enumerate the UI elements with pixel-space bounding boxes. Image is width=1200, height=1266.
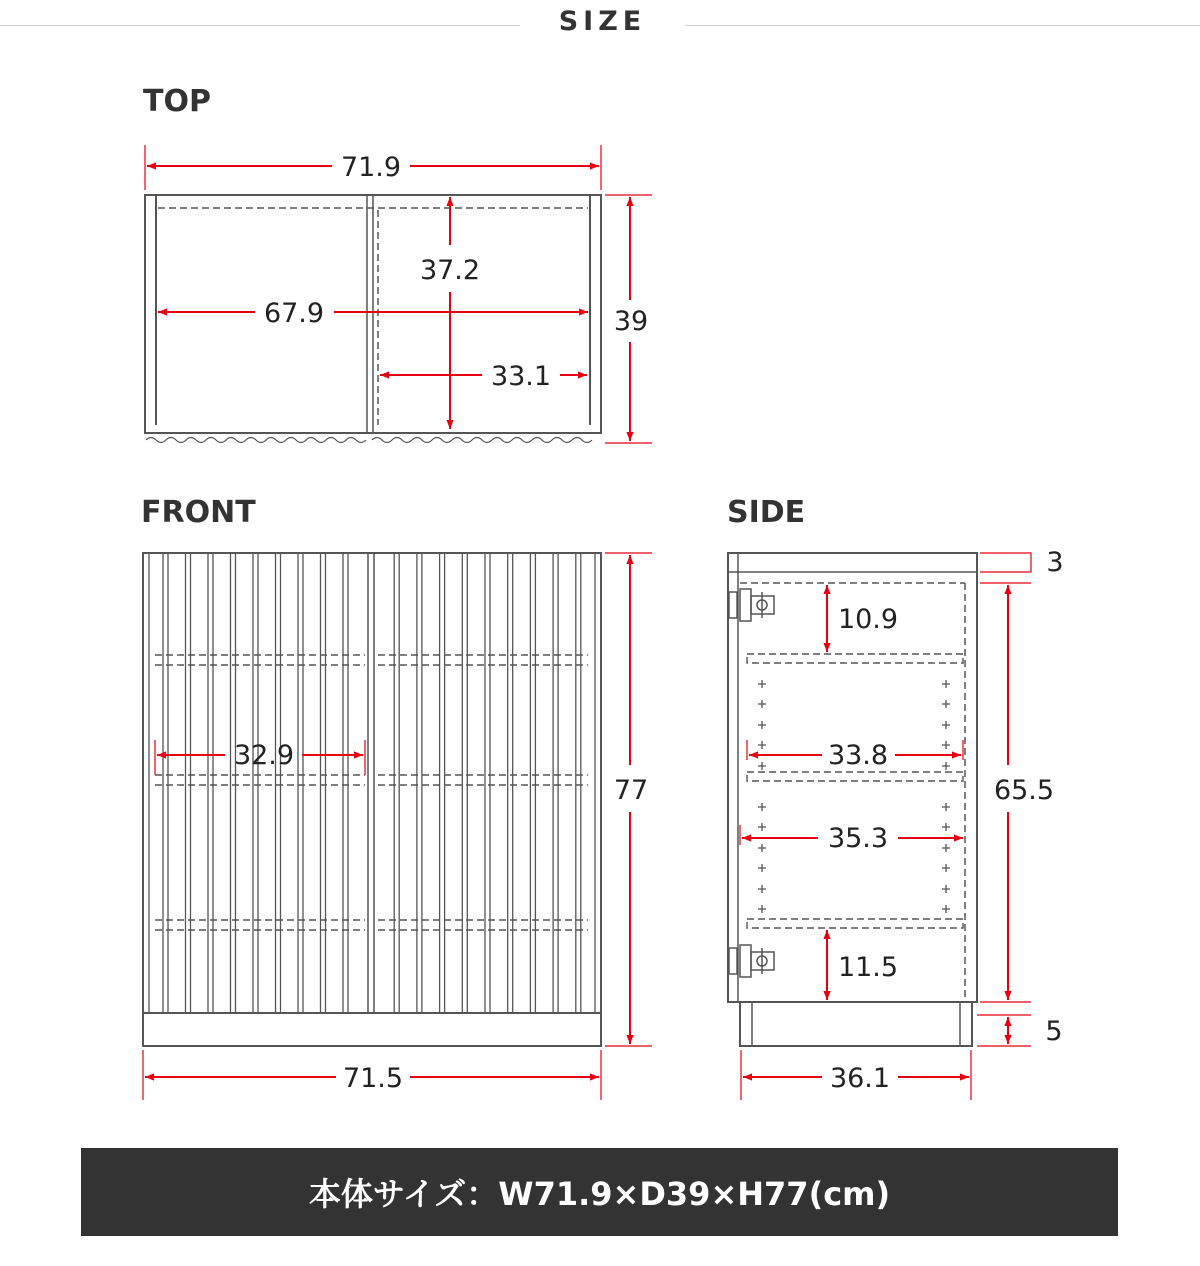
footer-bar: [81, 1148, 1118, 1236]
shelf-pin-hole: [942, 864, 950, 872]
shelf-pin-hole: [758, 762, 766, 770]
side-view-title: SIDE: [727, 495, 806, 530]
shelf-pin-hole: [758, 803, 766, 811]
side-base: [740, 1002, 972, 1046]
shelf-pin-hole: [758, 741, 766, 749]
overall-size-text: 本体サイズ：W71.9×D39×H77(cm): [308, 1175, 891, 1213]
side-shelf-depth-label: 33.8: [827, 740, 889, 771]
front-slats: [149, 553, 595, 1013]
top-extension-lines: [145, 145, 652, 443]
shelf-pin-hole: [758, 700, 766, 708]
front-height-label: 77: [613, 775, 649, 806]
shelf-pin-hole: [758, 680, 766, 688]
hinge-top: [729, 589, 774, 621]
shelf-pin-hole: [942, 905, 950, 913]
front-outline: [143, 553, 601, 1013]
top-width-label: 71.9: [340, 152, 402, 183]
front-view: [143, 553, 601, 1046]
shelf-pin-hole: [942, 844, 950, 852]
side-bottom-gap-label: 11.5: [837, 952, 899, 983]
shelf-pin-hole: [758, 864, 766, 872]
side-top-gap-label: 10.9: [837, 604, 899, 635]
side-depth-label: 36.1: [829, 1063, 891, 1094]
front-base: [143, 1013, 601, 1046]
shelf-pin-hole: [942, 762, 950, 770]
side-inner-height-label: 65.5: [993, 775, 1055, 806]
shelf-pin-hole: [758, 844, 766, 852]
shelf-pin-hole: [758, 905, 766, 913]
top-depth-label: 39: [613, 306, 649, 337]
front-hidden-shelves: [155, 655, 588, 930]
page-title: SIZE: [558, 6, 647, 37]
front-dimension-lines: [145, 555, 630, 1077]
shelf-pin-hole: [942, 680, 950, 688]
front-view-title: FRONT: [141, 495, 256, 530]
shelf-pin-hole: [758, 721, 766, 729]
top-view-title: TOP: [143, 84, 211, 119]
shelf-pin-hole: [942, 803, 950, 811]
shelf-pin-hole: [942, 885, 950, 893]
shelf-pin-holes: [758, 680, 950, 913]
top-view: [145, 195, 601, 443]
shelf-pin-hole: [758, 885, 766, 893]
front-inner-width-label: 32.9: [233, 740, 295, 771]
shelf-pin-hole: [942, 741, 950, 749]
top-half-width-label: 33.1: [490, 361, 552, 392]
shelf-pin-hole: [942, 823, 950, 831]
side-inner-depth-label: 35.3: [827, 823, 889, 854]
top-inner-depth-label: 37.2: [419, 255, 481, 286]
hinge-bottom: [729, 945, 774, 977]
shelf-pin-hole: [942, 721, 950, 729]
side-base-height-label: 5: [1045, 1016, 1063, 1047]
front-width-label: 71.5: [342, 1063, 404, 1094]
top-inner-width-label: 67.9: [263, 298, 325, 329]
shelf-pin-hole: [758, 823, 766, 831]
side-top-thickness-label: 3: [1046, 547, 1064, 578]
shelf-pin-hole: [942, 700, 950, 708]
